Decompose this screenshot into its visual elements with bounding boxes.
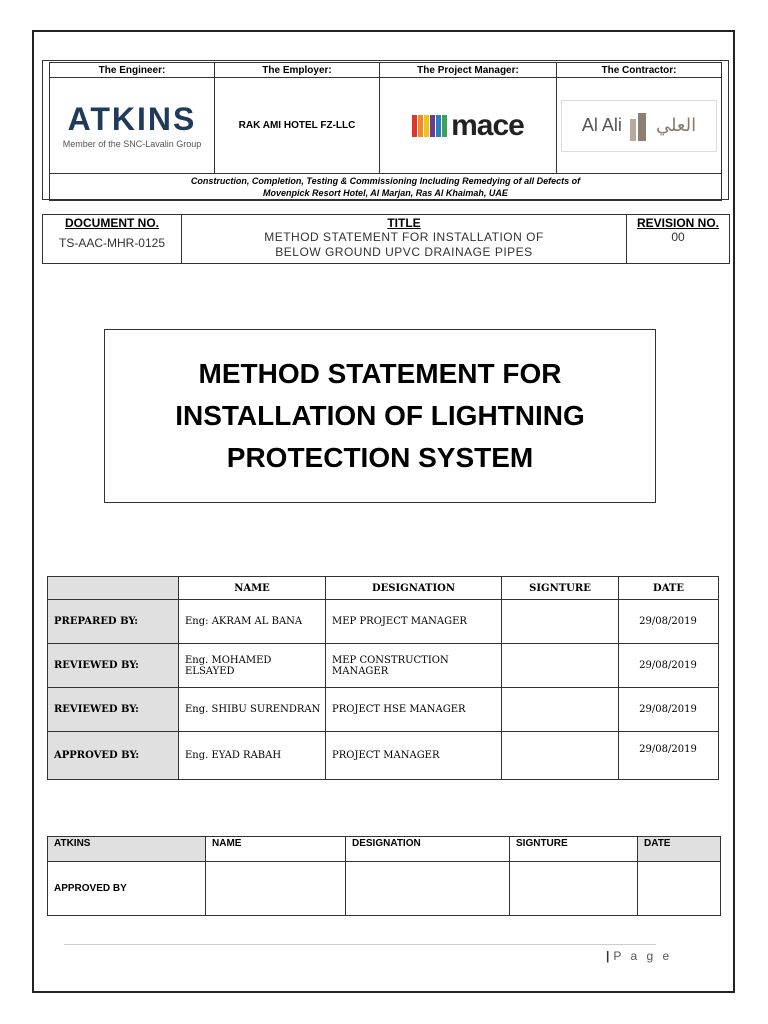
title-cell (182, 215, 627, 264)
role-cell: APPROVED BY: (48, 732, 179, 780)
signature-cell[interactable] (502, 732, 619, 780)
approval-header-row (48, 837, 721, 862)
name-cell: Eng. SHIBU SURENDRAN (179, 688, 326, 732)
designation-header: DESIGNATION (326, 577, 502, 600)
atkins-col-label: ATKINS (48, 837, 206, 862)
designation-cell: MEP PROJECT MANAGER (326, 600, 502, 644)
main-title-box (104, 329, 656, 503)
signature-cell[interactable] (502, 644, 619, 688)
table-row (48, 732, 719, 780)
designation-cell: PROJECT MANAGER (326, 732, 502, 780)
name-header: NAME (179, 577, 326, 600)
approval-signature-header: SIGNTURE (510, 837, 638, 862)
atkins-logo (50, 78, 215, 174)
title-line-2: BELOW GROUND UPVC DRAINAGE PIPES (275, 245, 533, 259)
signoff-table (47, 576, 719, 780)
name-cell: Eng. EYAD RABAH (179, 732, 326, 780)
approval-date-cell[interactable] (638, 862, 721, 916)
revision-cell (627, 215, 730, 264)
engineer-label: The Engineer: (50, 63, 215, 78)
table-row (48, 688, 719, 732)
table-row (48, 644, 719, 688)
date-cell: 29/08/2019 (619, 644, 719, 688)
approved-by-label: APPROVED BY (48, 862, 206, 916)
title-label: TITLE (387, 216, 421, 230)
main-title-line-1: METHOD STATEMENT FOR (198, 358, 562, 389)
role-cell: REVIEWED BY: (48, 644, 179, 688)
doc-no-value: TS-AAC-MHR-0125 (58, 236, 166, 250)
date-cell: 29/08/2019 (619, 688, 719, 732)
alali-logo-arabic: العلي (655, 115, 697, 136)
project-line-1: Construction, Completion, Testing & Commissioning Including Remedying of all Defects of (190, 176, 581, 186)
project-description (50, 174, 722, 201)
role-header (48, 577, 179, 600)
doc-no-label: DOCUMENT NO. (65, 216, 159, 230)
footer-divider (64, 944, 656, 945)
employer-name: RAK AMI HOTEL FZ-LLC (215, 78, 380, 174)
revision-value: 00 (671, 230, 685, 244)
page-label: P a g e (613, 949, 673, 963)
signoff-header-row (48, 577, 719, 600)
page-separator: | (606, 949, 610, 963)
designation-cell: MEP CONSTRUCTION MANAGER (326, 644, 502, 688)
approval-name-cell[interactable] (206, 862, 346, 916)
main-title (175, 353, 585, 479)
page-footer (606, 949, 672, 963)
role-cell: REVIEWED BY: (48, 688, 179, 732)
name-cell: Eng. MOHAMED ELSAYED (179, 644, 326, 688)
date-cell: 29/08/2019 (619, 732, 719, 780)
contractor-label: The Contractor: (557, 63, 722, 78)
project-manager-label: The Project Manager: (380, 63, 557, 78)
approval-date-header: DATE (638, 837, 721, 862)
alali-logo (557, 78, 722, 174)
employer-label: The Employer: (215, 63, 380, 78)
header-table (49, 62, 722, 201)
project-line-2: Movenpick Resort Hotel, Al Marjan, Ras Al Khaimah, UAE (263, 188, 508, 198)
title-line-1: METHOD STATEMENT FOR INSTALLATION OF (264, 230, 544, 244)
designation-cell: PROJECT HSE MANAGER (326, 688, 502, 732)
approval-designation-cell[interactable] (346, 862, 510, 916)
atkins-tagline: Member of the SNC-Lavalin Group (62, 138, 202, 149)
mace-logo-text: mace (451, 108, 524, 142)
approval-signature-cell[interactable] (510, 862, 638, 916)
approval-designation-header: DESIGNATION (346, 837, 510, 862)
approval-row (48, 862, 721, 916)
main-title-line-2: INSTALLATION OF LIGHTNING (175, 400, 585, 431)
mace-logo (380, 78, 557, 174)
atkins-logo-text: ATKINS (67, 100, 197, 137)
approval-name-header: NAME (206, 837, 346, 862)
header-block (42, 60, 729, 200)
name-cell: Eng: AKRAM AL BANA (179, 600, 326, 644)
signature-cell[interactable] (502, 688, 619, 732)
alali-logo-text: Al Ali (581, 115, 622, 135)
main-title-line-3: PROTECTION SYSTEM (226, 442, 534, 473)
signature-cell[interactable] (502, 600, 619, 644)
doc-no-cell (43, 215, 182, 264)
date-header: DATE (619, 577, 719, 600)
document-info-bar (42, 214, 730, 264)
date-cell: 29/08/2019 (619, 600, 719, 644)
signature-header: SIGNTURE (502, 577, 619, 600)
mace-bars-icon (412, 115, 447, 137)
role-cell: PREPARED BY: (48, 600, 179, 644)
building-icon (628, 111, 650, 141)
table-row (48, 600, 719, 644)
revision-label: REVISION NO. (636, 216, 719, 230)
atkins-approval-table (47, 836, 721, 916)
